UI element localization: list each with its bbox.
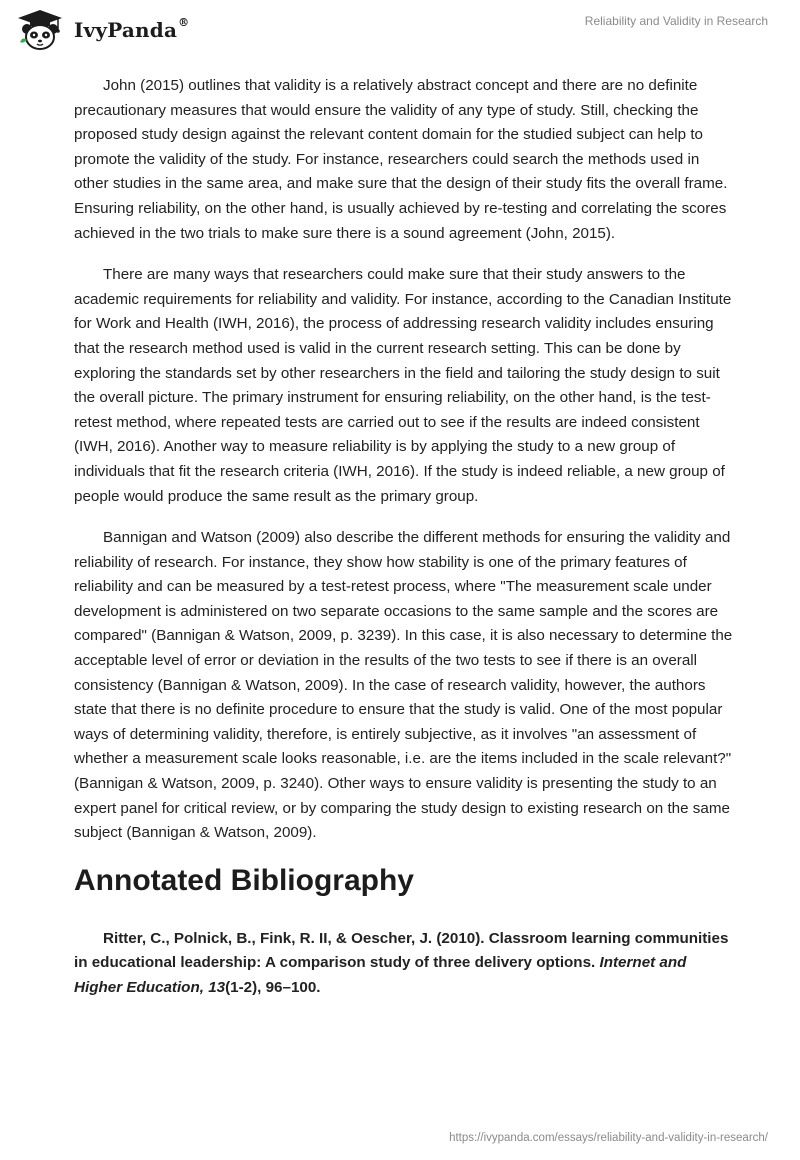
essay-content: [74, 74, 734, 1001]
paragraph: Bannigan and Watson (2009) also describe the different methods for ensuring the validity and reliability of research. For instance, they show how stability is one of the primary features of reliability and can be measured by a test-retest process, where "The measurement scale under development is administered on two separate occasions to the same sample and the scores are compared" (Bannigan & Watson, 2009, p. 3239). In this case, it is also necessary to determine the acceptable level of error or deviation in the results of the two tests to see if there is an overall consistency (Bannigan & Watson, 2009). In the case of research validity, however, the authors state that there is no definite procedure to ensure that the study is valid. One of the most popular ways of determining validity, therefore, is entirely subjective, as it involves "an assessment of whether a measurement scale looks reasonable, i.e. are the items included in the scale relevant?" (Bannigan & Watson, 2009, p. 3240). Other ways to ensure validity is presenting the study to an expert panel for critical review, or by comparing the study design to existing research on the same subject (Bannigan & Watson, 2009).: [74, 529, 733, 842]
bibliography-citation: [74, 927, 734, 1001]
section-heading: Annotated Bibliography: [74, 863, 414, 897]
citation-journal: Internet and Higher Education,: [74, 954, 687, 996]
paragraph: There are many ways that researchers could make sure that their study answers to the academic requirements for reliability and validity. For instance, according to the Canadian Institute for Work and Health (IWH, 2016), the process of addressing research validity includes ensuring that the research method used is valid in the current research setting. This can be done by exploring the standards set by other researchers in the field and tailoring the study design to suit the overall picture. The primary instrument for ensuring reliability, on the other hand, is the test-retest method, where repeated tests are carried out to see if the results are indeed consistent (IWH, 2016). Another way to measure reliability is by applying the study to a new group of individuals that fit the research criteria (IWH, 2016). If the study is indeed reliable, a new group of people would produce the same result as the primary group.: [74, 266, 732, 505]
citation-issue-pages: (1-2), 96–100.: [225, 979, 321, 996]
panda-graduate-icon: [14, 8, 66, 52]
registered-mark: ®: [178, 16, 190, 29]
logo-wordmark: [74, 18, 189, 42]
ivypanda-logo[interactable]: [14, 8, 189, 52]
citation-volume: 13: [208, 979, 226, 996]
document-title: Reliability and Validity in Research: [584, 14, 768, 28]
citation-authors-title: Ritter, C., Polnick, B., Fink, R. II, & Oescher, J. (2010). Classroom learning communities in educational leadership: A comparison study of three delivery options.: [74, 929, 729, 972]
footer-url[interactable]: https://ivypanda.com/essays/reliability-and-validity-in-research/: [449, 1132, 768, 1144]
paragraph: John (2015) outlines that validity is a relatively abstract concept and there are no definite precautionary measures that would ensure the validity of any type of study. Still, checking the proposed study design against the relevant content domain for the studied subject can help to promote the validity of the study. For instance, researchers could search the methods used in other studies in the same area, and make sure that the design of their study fits the overall frame. Ensuring reliability, on the other hand, is usually achieved by re-testing and correlating the scores achieved in the two trials to make sure there is a sound agreement (John, 2015).: [74, 77, 728, 242]
page-header: [0, 0, 800, 60]
logo-wordmark-text: IvyPanda: [74, 18, 178, 42]
